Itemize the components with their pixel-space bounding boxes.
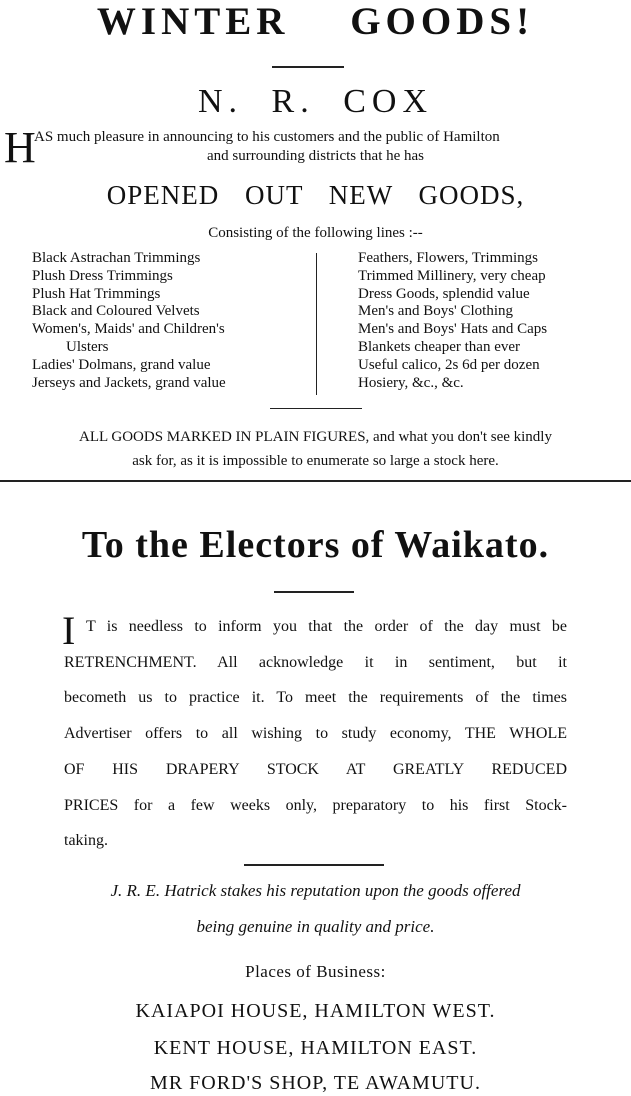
- merchant-name: N. R. COX: [197, 83, 434, 120]
- goods-list-left: [32, 250, 226, 392]
- plain-figures-line-2: ask for, as it is impossible to enumerate so large a stock here.: [132, 453, 499, 469]
- list-item: Plush Hat Trimmings: [32, 285, 161, 302]
- intro-line-1: AS much pleasure in announcing to his customers and the public of Hamilton: [34, 129, 500, 145]
- address-fords-shop: MR FORD'S SHOP, TE AWAMUTU.: [150, 1072, 481, 1094]
- list-item: Men's and Boys' Hats and Caps: [358, 321, 548, 338]
- list-item: Dress Goods, splendid value: [358, 285, 530, 302]
- body-line-1: T is needless to inform you that the order of the day must be: [86, 618, 567, 635]
- address-kent-house: KENT HOUSE, HAMILTON EAST.: [153, 1037, 478, 1059]
- list-divider: [270, 408, 362, 409]
- intro-line-2: and surrounding districts that he has: [206, 148, 425, 164]
- body-line-4: Advertiser offers to all wishing to study economy, THE WHOLE: [64, 725, 567, 742]
- list-item: Useful calico, 2s 6d per dozen: [358, 356, 540, 373]
- list-item: Women's, Maids' and Children's: [32, 321, 225, 338]
- list-item: Feathers, Flowers, Trimmings: [358, 250, 539, 266]
- body-line-3: becometh us to practice it. To meet the requirements of the times: [64, 689, 567, 706]
- list-item: Hosiery, &c., &c.: [358, 374, 464, 391]
- list-item: Black Astrachan Trimmings: [32, 250, 201, 266]
- hatrick-line-1: J. R. E. Hatrick stakes his reputation upon the goods offered: [110, 881, 521, 900]
- places-heading: Places of Business:: [245, 962, 386, 981]
- drop-cap-i: I: [62, 608, 76, 653]
- list-item: Blankets cheaper than ever: [358, 338, 521, 355]
- list-item: Black and Coloured Velvets: [32, 303, 200, 320]
- electors-divider: [274, 591, 354, 593]
- body-line-6: PRICES for a few weeks only, preparatory to his first Stock-: [64, 797, 567, 814]
- list-item: Trimmed Millinery, very cheap: [358, 267, 546, 284]
- plain-figures-line-1: ALL GOODS MARKED IN PLAIN FIGURES, and what you don't see kindly: [79, 429, 552, 445]
- hatrick-line-2: being genuine in quality and price.: [196, 917, 435, 936]
- body-line-7: taking.: [64, 832, 108, 849]
- column-divider: [316, 253, 317, 395]
- electors-title: To the Electors of Waikato.: [81, 524, 550, 566]
- list-item: Jerseys and Jackets, grand value: [32, 374, 226, 391]
- title-divider: [272, 66, 344, 68]
- list-item: Plush Dress Trimmings: [32, 267, 173, 284]
- list-item: Ladies' Dolmans, grand value: [32, 356, 211, 373]
- opened-out-headline: OPENED OUT NEW GOODS,: [106, 180, 525, 210]
- goods-list-right: [358, 250, 547, 392]
- body-divider: [244, 864, 384, 866]
- drop-cap-h: H: [4, 123, 36, 172]
- address-kaiapoi-house: KAIAPOI HOUSE, HAMILTON WEST.: [135, 1000, 496, 1022]
- list-item: Ulsters: [66, 338, 109, 355]
- body-line-2: RETRENCHMENT. All acknowledge it in sentiment, but it: [64, 654, 567, 671]
- list-item: Men's and Boys' Clothing: [358, 303, 513, 320]
- winter-goods-title: WINTER GOODS!: [96, 0, 535, 43]
- body-line-5: OF HIS DRAPERY STOCK AT GREATLY REDUCED: [64, 761, 567, 778]
- consisting-line: Consisting of the following lines :--: [208, 225, 423, 241]
- advert-separator: [0, 480, 631, 482]
